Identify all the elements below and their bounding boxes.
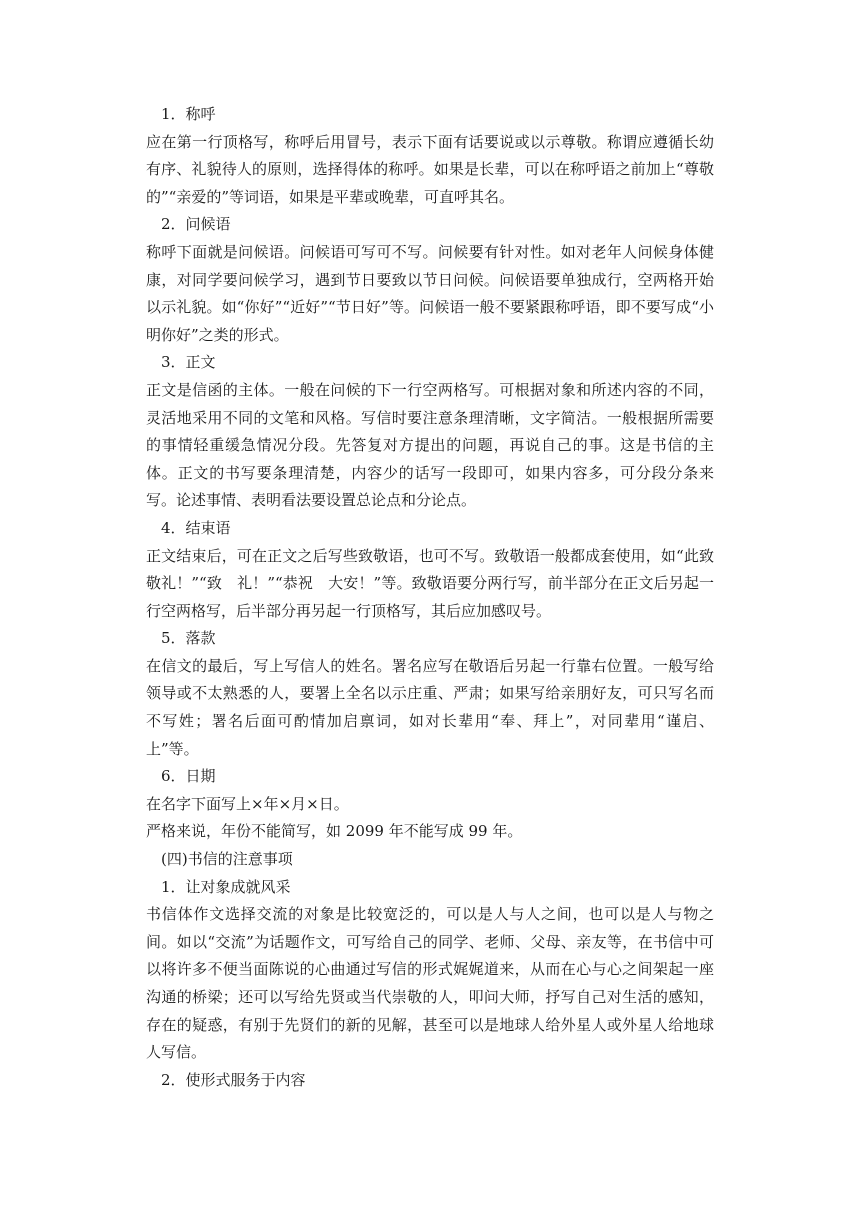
section-heading-notes: (四)书信的注意事项 (161, 850, 293, 869)
section-heading-date: 6．日期 (161, 767, 216, 786)
document-body (146, 101, 714, 1094)
paragraph-date-note: 严格来说，年份不能简写，如 2099 年不能写成 99 年。 (146, 822, 523, 841)
section-heading-closing: 4．结束语 (161, 518, 231, 537)
section-heading-salutation: 1．称呼 (161, 105, 216, 123)
subsection-heading-audience: 1．让对象成就风采 (161, 877, 291, 896)
paragraph-signature: 在信文的最后，写上写信人的姓名。署名应写在敬语后另起一行靠右位置。一般写给领导或不太熟悉的人，要署上全名以示庄重、严肃；如果写给亲朋好友，可只写名而不写姓；署名后面可酌情加启禀词，如对长辈用“奉、拜上”，对同辈用“谨启、上”等。 (146, 656, 714, 758)
section-heading-greeting: 2．问候语 (161, 215, 231, 234)
subsection-heading-form: 2．使形式服务于内容 (161, 1070, 306, 1089)
paragraph-greeting: 称呼下面就是问候语。问候语可写可不写。问候要有针对性。如对老年人问候身体健康，对同学要问候学习，遇到节日要致以节日问候。问候语要单独成行，空两格开始以示礼貌。如“你好”“近好”“节日好”等。问候语一般不要紧跟称呼语，即不要写成“小明你好”之类的形式。 (146, 242, 714, 344)
paragraph-main-text: 正文是信函的主体。一般在问候的下一行空两格写。可根据对象和所述内容的不同，灵活地采用不同的文笔和风格。写信时要注意条理清晰，文字简洁。一般根据所需要的事情轻重缓急情况分段。先答复对方提出的问题，再说自己的事。这是书信的主体。正文的书写要条理清楚，内容少的话写一段即可，如果内容多，可分段分条来写。论述事情、表明看法要设置总论点和分论点。 (146, 380, 714, 510)
paragraph-salutation: 应在第一行顶格写，称呼后用冒号，表示下面有话要说或以示尊敬。称谓应遵循长幼有序、礼貌待人的原则，选择得体的称呼。如果是长辈，可以在称呼语之前加上“尊敬的”“亲爱的”等词语，如果是平辈或晚辈，可直呼其名。 (146, 132, 714, 206)
paragraph-audience: 书信体作文选择交流的对象是比较宽泛的，可以是人与人之间，也可以是人与物之间。如以“交流”为话题作文，可写给自己的同学、老师、父母、亲友等，在书信中可以将许多不便当面陈说的心曲通过写信的形式娓娓道来，从而在心与心之间架起一座沟通的桥梁；还可以写给先贤或当代崇敬的人，叩问大师，抒写自己对生活的感知，存在的疑惑，有别于先贤们的新的见解，甚至可以是地球人给外星人或外星人给地球人写信。 (146, 905, 714, 1062)
paragraph-closing: 正文结束后，可在正文之后写些致敬语，也可不写。致敬语一般都成套使用，如“此致敬礼！”“致 礼！”“恭祝 大安！”等。致敬语要分两行写，前半部分在正文后另起一行空两格写，后半部分再另起一行顶格写，其后应加感叹号。 (146, 546, 714, 620)
paragraph-date: 在名字下面写上×年×月×日。 (146, 794, 349, 813)
section-heading-signature: 5．落款 (161, 629, 216, 648)
section-heading-main-text: 3．正文 (161, 353, 216, 372)
